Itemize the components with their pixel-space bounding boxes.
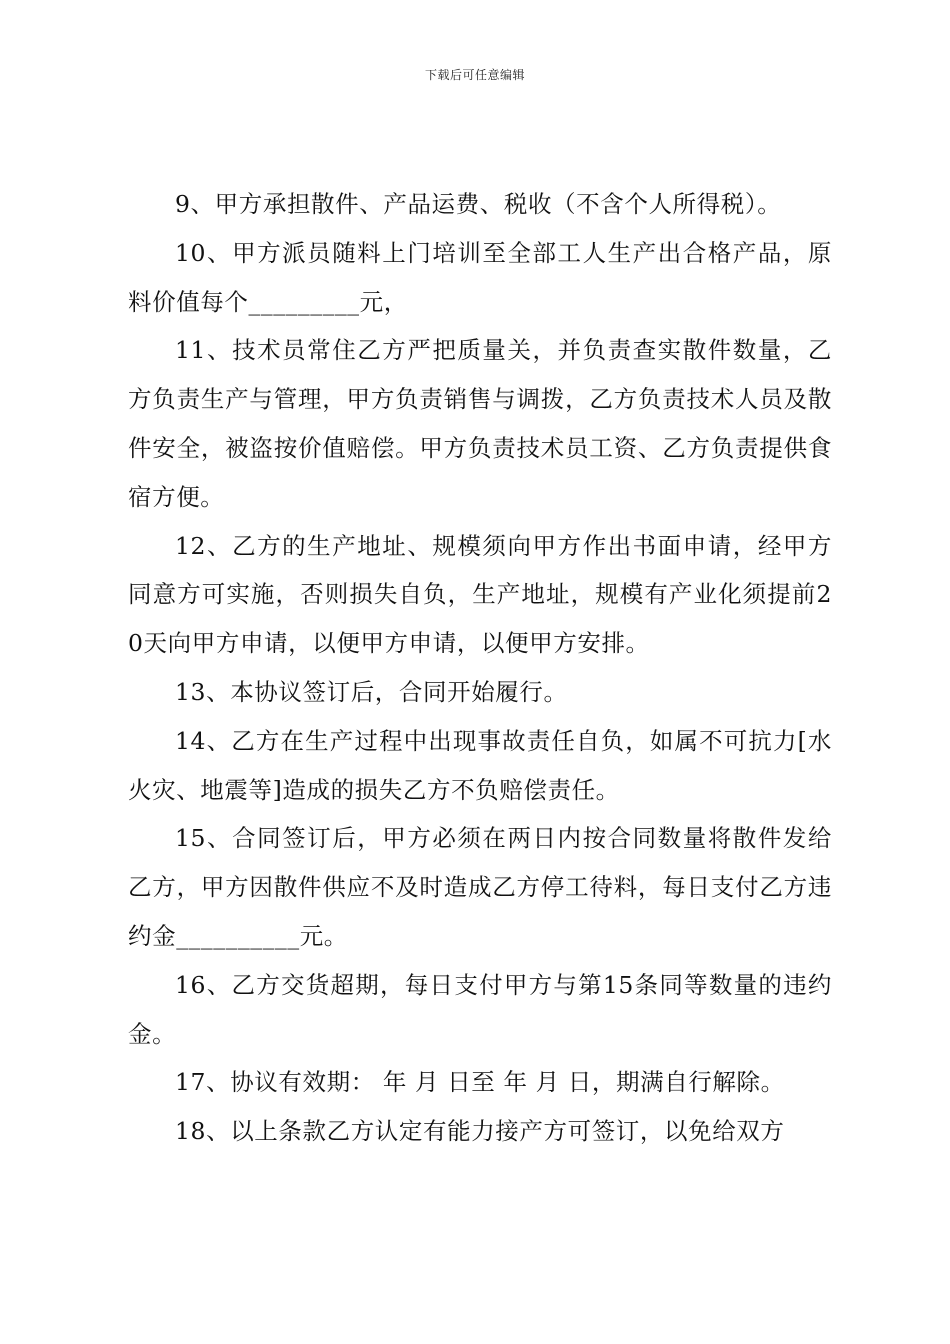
clause-16: 16、乙方交货超期，每日支付甲方与第15条同等数量的违约金。 <box>128 970 832 1048</box>
clause-11: 11、技术员常住乙方严把质量关，并负责查实散件数量，乙方负责生产与管理，甲方负责销售与调拨，乙方负责技术人员及散件安全，被盗按价值赔偿。甲方负责技术员工资、乙方负责提供食宿方便。 <box>128 336 832 511</box>
clause-9: 9、甲方承担散件、产品运费、税收（不含个人所得税）。 <box>175 190 782 218</box>
clause-13: 13、本协议签订后，合同开始履行。 <box>175 677 568 706</box>
clause-14: 14、乙方在生产过程中出现事故责任自负，如属不可抗力[水火灾、地震等]造成的损失乙方不负赔偿责任。 <box>128 726 832 804</box>
clause-10: 10、甲方派员随料上门培训至全部工人生产出合格产品，原料价值每个_________元， <box>128 238 832 316</box>
header-note: 下载后可任意编辑 <box>424 68 525 82</box>
clause-17: 17、协议有效期： 年 月 日至 年 月 日，期满自行解除。 <box>175 1068 785 1097</box>
clause-12: 12、乙方的生产地址、规模须向甲方作出书面申请，经甲方同意方可实施，否则损失自负，生产地址，规模有产业化须提前20天向甲方申请，以便甲方申请，以便甲方安排。 <box>128 531 832 658</box>
clause-15: 15、合同签订后，甲方必须在两日内按合同数量将散件发给乙方，甲方因散件供应不及时造成乙方停工待料，每日支付乙方违约金__________元。 <box>128 824 832 950</box>
clause-18: 18、以上条款乙方认定有能力接产方可签订，以免给双方 <box>175 1117 785 1146</box>
contract-body <box>128 180 832 1156</box>
